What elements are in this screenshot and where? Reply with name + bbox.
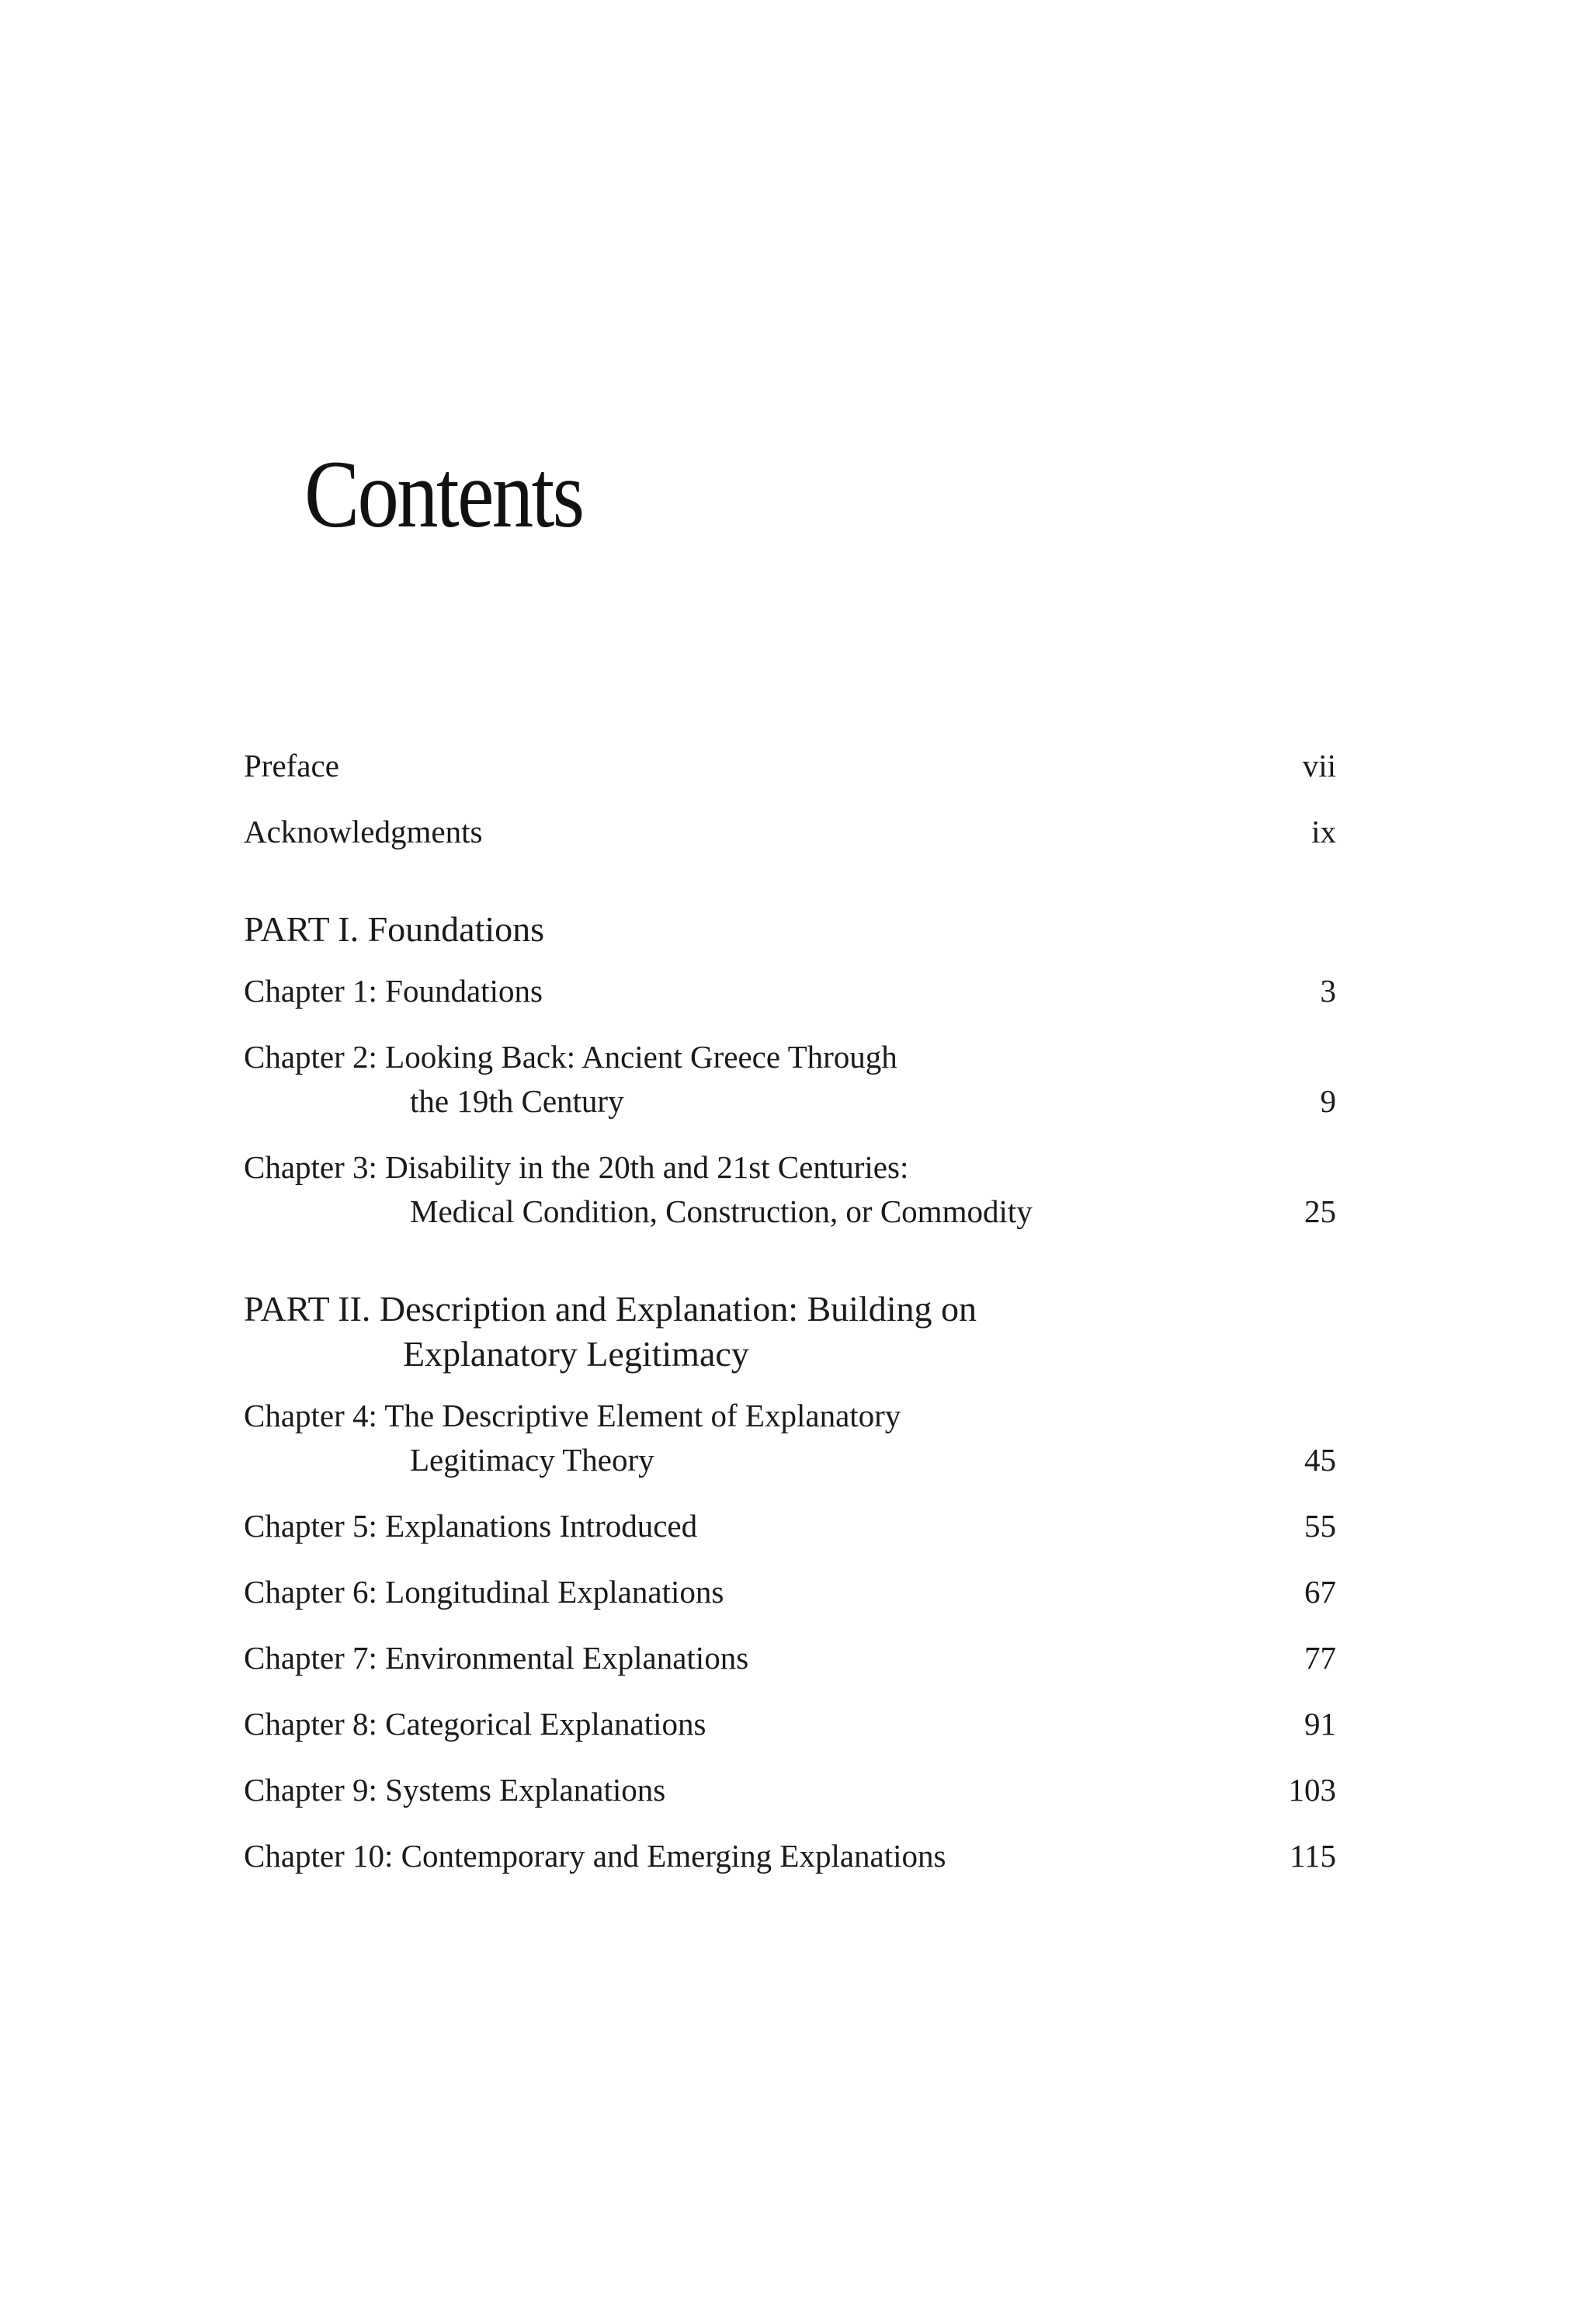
toc-page-number: 9: [1320, 1083, 1336, 1119]
toc-entry-title: Acknowledgments: [244, 814, 483, 849]
toc-entry-chapter-10[interactable]: [244, 1834, 1336, 1878]
toc-entry-chapter-9[interactable]: [244, 1768, 1336, 1812]
toc-entry-title-continued: Medical Condition, Construction, or Commodity: [410, 1193, 1033, 1229]
toc-page-number: 25: [1304, 1193, 1336, 1229]
toc-entry-title: Chapter 10: Contemporary and Emerging Explanations: [244, 1838, 946, 1874]
toc-entry-acknowledgments[interactable]: [244, 810, 1336, 854]
toc-entry-chapter-7[interactable]: [244, 1636, 1336, 1680]
toc-entry-title: Chapter 7: Environmental Explanations: [244, 1640, 749, 1676]
part-title-line: PART II. Description and Explanation: Building on: [244, 1289, 977, 1329]
toc-entry-chapter-4[interactable]: [244, 1394, 1336, 1482]
table-of-contents: [244, 744, 1336, 1878]
toc-entry-title: Chapter 4: The Descriptive Element of Explanatory: [244, 1398, 901, 1433]
toc-entry-title: Preface: [244, 748, 339, 783]
toc-entry-title: Chapter 9: Systems Explanations: [244, 1772, 666, 1808]
part-title-line: PART I. Foundations: [244, 909, 545, 949]
toc-entry-chapter-2[interactable]: [244, 1035, 1336, 1124]
toc-page-number: vii: [1302, 748, 1336, 783]
toc-entry-title: Chapter 1: Foundations: [244, 973, 543, 1009]
toc-page-number: 55: [1304, 1508, 1336, 1544]
part-title-line-continued: Explanatory Legitimacy: [403, 1334, 749, 1374]
toc-page-number: 3: [1320, 973, 1336, 1009]
part-heading-1: [244, 907, 1336, 952]
toc-entry-title: Chapter 6: Longitudinal Explanations: [244, 1574, 724, 1610]
toc-page-number: 91: [1304, 1706, 1336, 1742]
toc-entry-title: Chapter 3: Disability in the 20th and 21st Centuries:: [244, 1149, 909, 1185]
toc-page-number: 45: [1304, 1442, 1336, 1478]
toc-entry-preface[interactable]: [244, 744, 1336, 788]
page-title: Contents: [304, 441, 583, 547]
toc-page-number: 103: [1288, 1772, 1336, 1808]
toc-entry-chapter-8[interactable]: [244, 1702, 1336, 1746]
toc-entry-title: Chapter 8: Categorical Explanations: [244, 1706, 706, 1742]
toc-entry-chapter-6[interactable]: [244, 1570, 1336, 1614]
toc-entry-title-continued: Legitimacy Theory: [410, 1442, 654, 1478]
toc-entry-chapter-5[interactable]: [244, 1504, 1336, 1548]
toc-page-number: 115: [1290, 1838, 1336, 1874]
toc-entry-title: Chapter 2: Looking Back: Ancient Greece Through: [244, 1039, 897, 1075]
part-heading-2: [244, 1287, 1336, 1377]
toc-page-number: 67: [1304, 1574, 1336, 1610]
toc-entry-chapter-1[interactable]: [244, 969, 1336, 1013]
toc-entry-title: Chapter 5: Explanations Introduced: [244, 1508, 698, 1544]
toc-entry-title-continued: the 19th Century: [410, 1083, 624, 1119]
toc-page-number: 77: [1304, 1640, 1336, 1676]
toc-entry-chapter-3[interactable]: [244, 1145, 1336, 1234]
toc-page-number: ix: [1311, 814, 1336, 849]
